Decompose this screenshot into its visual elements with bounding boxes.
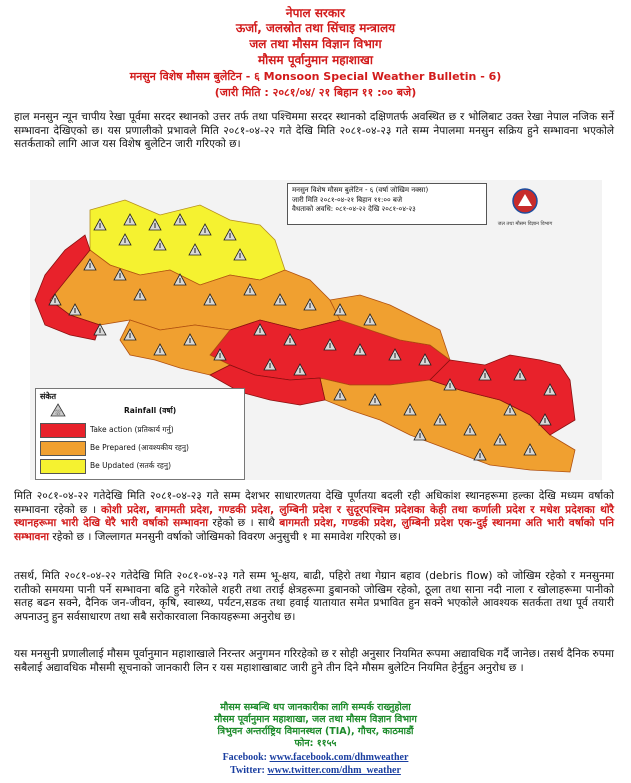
bulletin-title: मनसुन विशेष मौसम बुलेटिन - ६ Monsoon Special Weather Bulletin - 6) [129,70,502,83]
rainfall-icon [50,403,66,417]
forecast-highlight-2: बागमती प्रदेश, गण्डकी प्रदेश, लुम्बिनी प्रदेश एक-दुई स्थानमा अति भारी वर्षाको पनि सम्भावना [14,517,614,543]
footer-twitter [0,765,631,777]
dhm-emblem-icon [494,184,556,230]
legend-label: Be Prepared (आवश्यकीय रहनु) [90,443,189,452]
footer-address: त्रिभुवन अन्तर्राष्ट्रिय विमानस्थल (TIA), गौचर, काठमाडौं [217,726,414,737]
legend-swatch [40,423,86,438]
header-government: नेपाल सरकार [285,6,346,20]
map-info-box [287,183,487,225]
legend-swatch [40,441,86,456]
risk-paragraph: तसर्थ, मिति २०८१-०४-२२ गतेदेखि मिति २०८१-०४-२३ गते सम्म भू-क्षय, बाढी, पहिरो तथा गेग्रान बहाव (debris flow) को जोखिम रहेको र मनसुनमा रातीको समयमा पानी पर्ने सम्भावना बढि हुने गरेकोले शहरी तथा तराई क्षेत्रहरूमा डुबानको जोखिम रहेको, ठूला तथा साना नदी नाला र खोलाहरूमा पानीको सतह बढन सक्ने, दैनिक जन-जीवन, कृषि, स्वास्थ्य, पर्यटन,सडक तथा हवाई यातायात समेत प्रभावित हुन सक्ने भएकोले आवश्यक सतर्कता तथा पूर्व तयारी अपनाउनु हुन सर्वसाधारण तथा सबै सरोकारवाला निकायहरूमा अनुरोध छ। [14,570,614,623]
map-info-title: मनसुन विशेष मौसम बुलेटिन - ६ (वर्षा जोखिम नक्सा) [292,186,429,194]
intro-paragraph: हाल मनसुन न्यून चापीय रेखा पूर्वमा सरदर स्थानको उत्तर तर्फ तथा पश्चिममा सरदर स्थानको दक्षिणतर्फ अवस्थित छ र भोलिबाट उक्त रेखा नेपाल नजिक सर्ने सम्भावना देखिएको छ। यस प्रणालीको प्रभावले मिति २०८१-०४-२२ गते देखि मिति २०८१-०४-२३ गते सम्म नेपालमा मनसुन सक्रिय हुने सम्भावना भएकोले सतर्कताको लागि आज यस विशेष बुलेटिन जारी गरिएको छ। [14,111,614,150]
issue-date: (जारी मिति : २०८१/०४/ २१ बिहान ११ :०० बजे) [214,86,417,99]
header-department: जल तथा मौसम विज्ञान विभाग [249,37,382,51]
legend-swatch [40,459,86,474]
footer-facebook [0,752,631,764]
legend-title: संकेत [40,392,57,401]
twitter-label: Twitter: [230,765,268,776]
forecast-highlight-1: कोशी प्रदेश, बागमती प्रदेश, गण्डकी प्रदेश, लुम्बिनी प्रदेश र सुदूरपश्चिम प्रदेशका केही तथा कर्णाली प्रदेश र मधेश प्रदेशका थोरै स्थानहरूमा भारी देखि धेरै भारी वर्षाको सम्भावना [14,503,614,529]
forecast-text-2: रहेको छ । साथै [208,517,280,529]
map-info-validity: वैधताको अवधि: ०८१-०४-२२ देखि २०८१-०४-२३ [292,205,416,213]
facebook-link[interactable]: www.facebook.com/dhmweather [269,752,409,763]
header-division: मौसम पूर्वानुमान महाशाखा [258,53,373,67]
logo-caption: जल तथा मौसम विज्ञान विभाग [497,221,553,227]
footer-contact: मौसम सम्बन्धि थप जानकारीका लागि सम्पर्क राख्नुहोला [220,702,411,713]
legend-rainfall-label: Rainfall (वर्षा) [124,406,177,415]
legend-label: Be Updated (सतर्क रहनु) [90,461,172,470]
monitoring-paragraph: यस मनसुनी प्रणालीलाई मौसम पूर्वानुमान महाशाखाले निरन्तर अनुगमन गरिरहेको छ र सोही अनुसार नियमित रूपमा अद्यावधिक गर्दै जानेछ। तसर्थ दैनिक रुपमा सबैलाई अद्यावधिक मौसमी सूचनाको जानकारी लिन र यस महाशाखाबाट जारी हुने तीन दिने मौसम बुलेटिन नियमित हेर्नुहुन अनुरोध छ । [14,648,614,674]
forecast-paragraph [14,490,614,544]
header-ministry: ऊर्जा, जलस्रोत तथा सिंचाइ मन्त्रालय [235,21,396,35]
footer-division: मौसम पूर्वानुमान महाशाखा, जल तथा मौसम विज्ञान विभाग [214,714,417,725]
forecast-text-1: मिति २०८१-०४-२२ गतेदेखि मिति २०८१-०४-२३ गते सम्म देशभर साधारणतया देखि पूर्णतया बदली रही अधिकांश स्थानहरूमा हल्का देखि मध्यम वर्षाको सम्भावना रहेको छ । [14,490,614,516]
legend-label: Take action (प्रतिकार्य गर्नु) [90,425,174,434]
map-info-issue: जारी मिति २०८१-०४-२१ बिहान ११:०० बजे [292,195,403,204]
map-legend [35,388,245,480]
twitter-link[interactable]: www.twitter.com/dhm_weather [267,765,401,776]
dhm-logo [494,184,556,230]
forecast-text-3: रहेको छ । जिल्लागत मनसुनी वर्षाको जोखिमको विवरण अनुसुची १ मा समावेश गरिएको छ। [49,530,401,543]
svg-text:⛆: ⛆ [55,409,61,417]
footer-phone: फोन: ११५५ [294,738,337,749]
facebook-label: Facebook: [222,752,270,763]
